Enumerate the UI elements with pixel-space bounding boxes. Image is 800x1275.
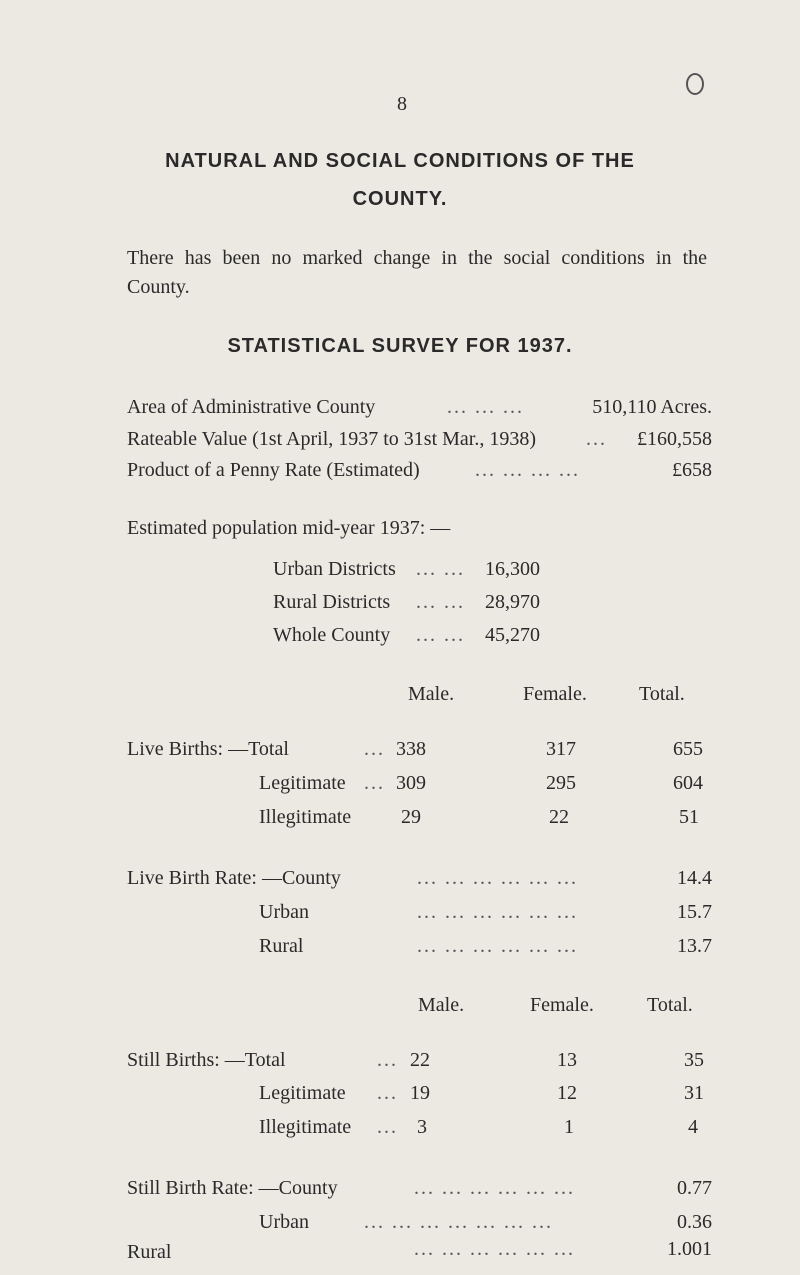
live-births-illegitimate-label: Illegitimate [259, 806, 352, 828]
live-births-header-male: Male. [408, 683, 455, 705]
live-births-header-total: Total. [639, 683, 685, 705]
population-whole-label: Whole County [273, 624, 391, 646]
live-birth-rate-rural-dots: ... ... ... ... ... ... [417, 935, 578, 957]
live-birth-rate-rural-label: Rural [259, 935, 304, 957]
live-births-total-label: Live Births: —Total [127, 738, 289, 760]
live-birth-rate-urban-value: 15.7 [677, 901, 712, 923]
page-number: 8 [397, 93, 407, 115]
still-births-header-female: Female. [530, 994, 594, 1016]
still-births-legitimate-female: 12 [557, 1082, 577, 1104]
still-births-total-male: 22 [410, 1049, 430, 1071]
intro-paragraph: There has been no marked change in the social conditions in the County. [127, 247, 707, 298]
fact-rateable-value: £160,558 [637, 428, 712, 450]
population-urban-label: Urban Districts [273, 558, 396, 580]
population-rural-dots: ... ... [416, 591, 465, 613]
live-birth-rate-county-value: 14.4 [677, 867, 712, 889]
population-rural-label: Rural Districts [273, 591, 391, 613]
live-births-total-female: 317 [546, 738, 576, 760]
live-births-legitimate-dots: ... [364, 772, 385, 794]
fact-penny-value: £658 [672, 459, 712, 481]
still-births-illegitimate-male: 3 [417, 1116, 427, 1138]
still-births-header-total: Total. [647, 994, 693, 1016]
still-births-total-dots: ... [377, 1049, 398, 1071]
population-urban-value: 16,300 [485, 558, 540, 580]
still-births-legitimate-male: 19 [410, 1082, 430, 1104]
live-births-header-female: Female. [523, 683, 587, 705]
population-urban-dots: ... ... [416, 558, 465, 580]
population-heading: Estimated population mid-year 1937: — [127, 517, 451, 539]
population-whole-value: 45,270 [485, 624, 540, 646]
still-births-illegitimate-label: Illegitimate [259, 1116, 352, 1138]
live-births-illegitimate-male: 29 [401, 806, 421, 828]
still-births-illegitimate-female: 1 [564, 1116, 574, 1138]
still-birth-rate-rural-dots: ... ... ... ... ... ... [414, 1238, 575, 1260]
live-births-total-total: 655 [673, 738, 703, 760]
still-birth-rate-urban-value: 0.36 [677, 1211, 712, 1233]
still-births-header-male: Male. [418, 994, 465, 1016]
live-births-total-dots: ... [364, 738, 385, 760]
population-rural-value: 28,970 [485, 591, 540, 613]
still-births-total-label: Still Births: —Total [127, 1049, 286, 1071]
still-births-illegitimate-dots: ... [377, 1116, 398, 1138]
still-birth-rate-urban-label: Urban [259, 1211, 309, 1233]
live-births-total-male: 338 [396, 738, 426, 760]
still-birth-rate-county-dots: ... ... ... ... ... ... [414, 1177, 575, 1199]
live-births-legitimate-male: 309 [396, 772, 426, 794]
fact-area-dots: ... ... ... [447, 396, 524, 418]
still-birth-rate-rural-label: Rural [127, 1241, 172, 1263]
live-births-legitimate-total: 604 [673, 772, 703, 794]
live-births-illegitimate-total: 51 [679, 806, 699, 828]
still-births-total-female: 13 [557, 1049, 577, 1071]
still-births-illegitimate-total: 4 [688, 1116, 698, 1138]
live-births-illegitimate-female: 22 [549, 806, 569, 828]
live-births-legitimate-female: 295 [546, 772, 576, 794]
live-birth-rate-county-dots: ... ... ... ... ... ... [417, 867, 578, 889]
live-birth-rate-county-label: Live Birth Rate: —County [127, 867, 341, 889]
fact-rateable-dots: ... [586, 428, 607, 450]
fact-penny-label: Product of a Penny Rate (Estimated) [127, 459, 420, 481]
live-birth-rate-urban-label: Urban [259, 901, 309, 923]
fact-area-label: Area of Administrative County [127, 396, 376, 418]
corner-mark-icon [686, 73, 704, 95]
live-births-legitimate-label: Legitimate [259, 772, 346, 794]
live-birth-rate-urban-dots: ... ... ... ... ... ... [417, 901, 578, 923]
still-births-legitimate-label: Legitimate [259, 1082, 346, 1104]
still-birth-rate-rural-value: 1.001 [667, 1238, 712, 1260]
survey-title: STATISTICAL SURVEY FOR 1937. [227, 335, 573, 357]
still-birth-rate-county-value: 0.77 [677, 1177, 712, 1199]
still-births-legitimate-dots: ... [377, 1082, 398, 1104]
still-births-total-total: 35 [684, 1049, 704, 1071]
live-birth-rate-rural-value: 13.7 [677, 935, 712, 957]
still-birth-rate-county-label: Still Birth Rate: —County [127, 1177, 338, 1199]
still-births-legitimate-total: 31 [684, 1082, 704, 1104]
page-title-line2: COUNTY. [352, 188, 448, 210]
population-whole-dots: ... ... [416, 624, 465, 646]
fact-area-value: 510,110 Acres. [592, 396, 712, 418]
fact-penny-dots: ... ... ... ... [475, 459, 580, 481]
fact-rateable-label: Rateable Value (1st April, 1937 to 31st Mar., 1938) [127, 428, 537, 450]
page-title-line1: NATURAL AND SOCIAL CONDITIONS OF THE [165, 150, 635, 172]
still-birth-rate-urban-dots: ... ... ... ... ... ... ... [364, 1211, 553, 1233]
